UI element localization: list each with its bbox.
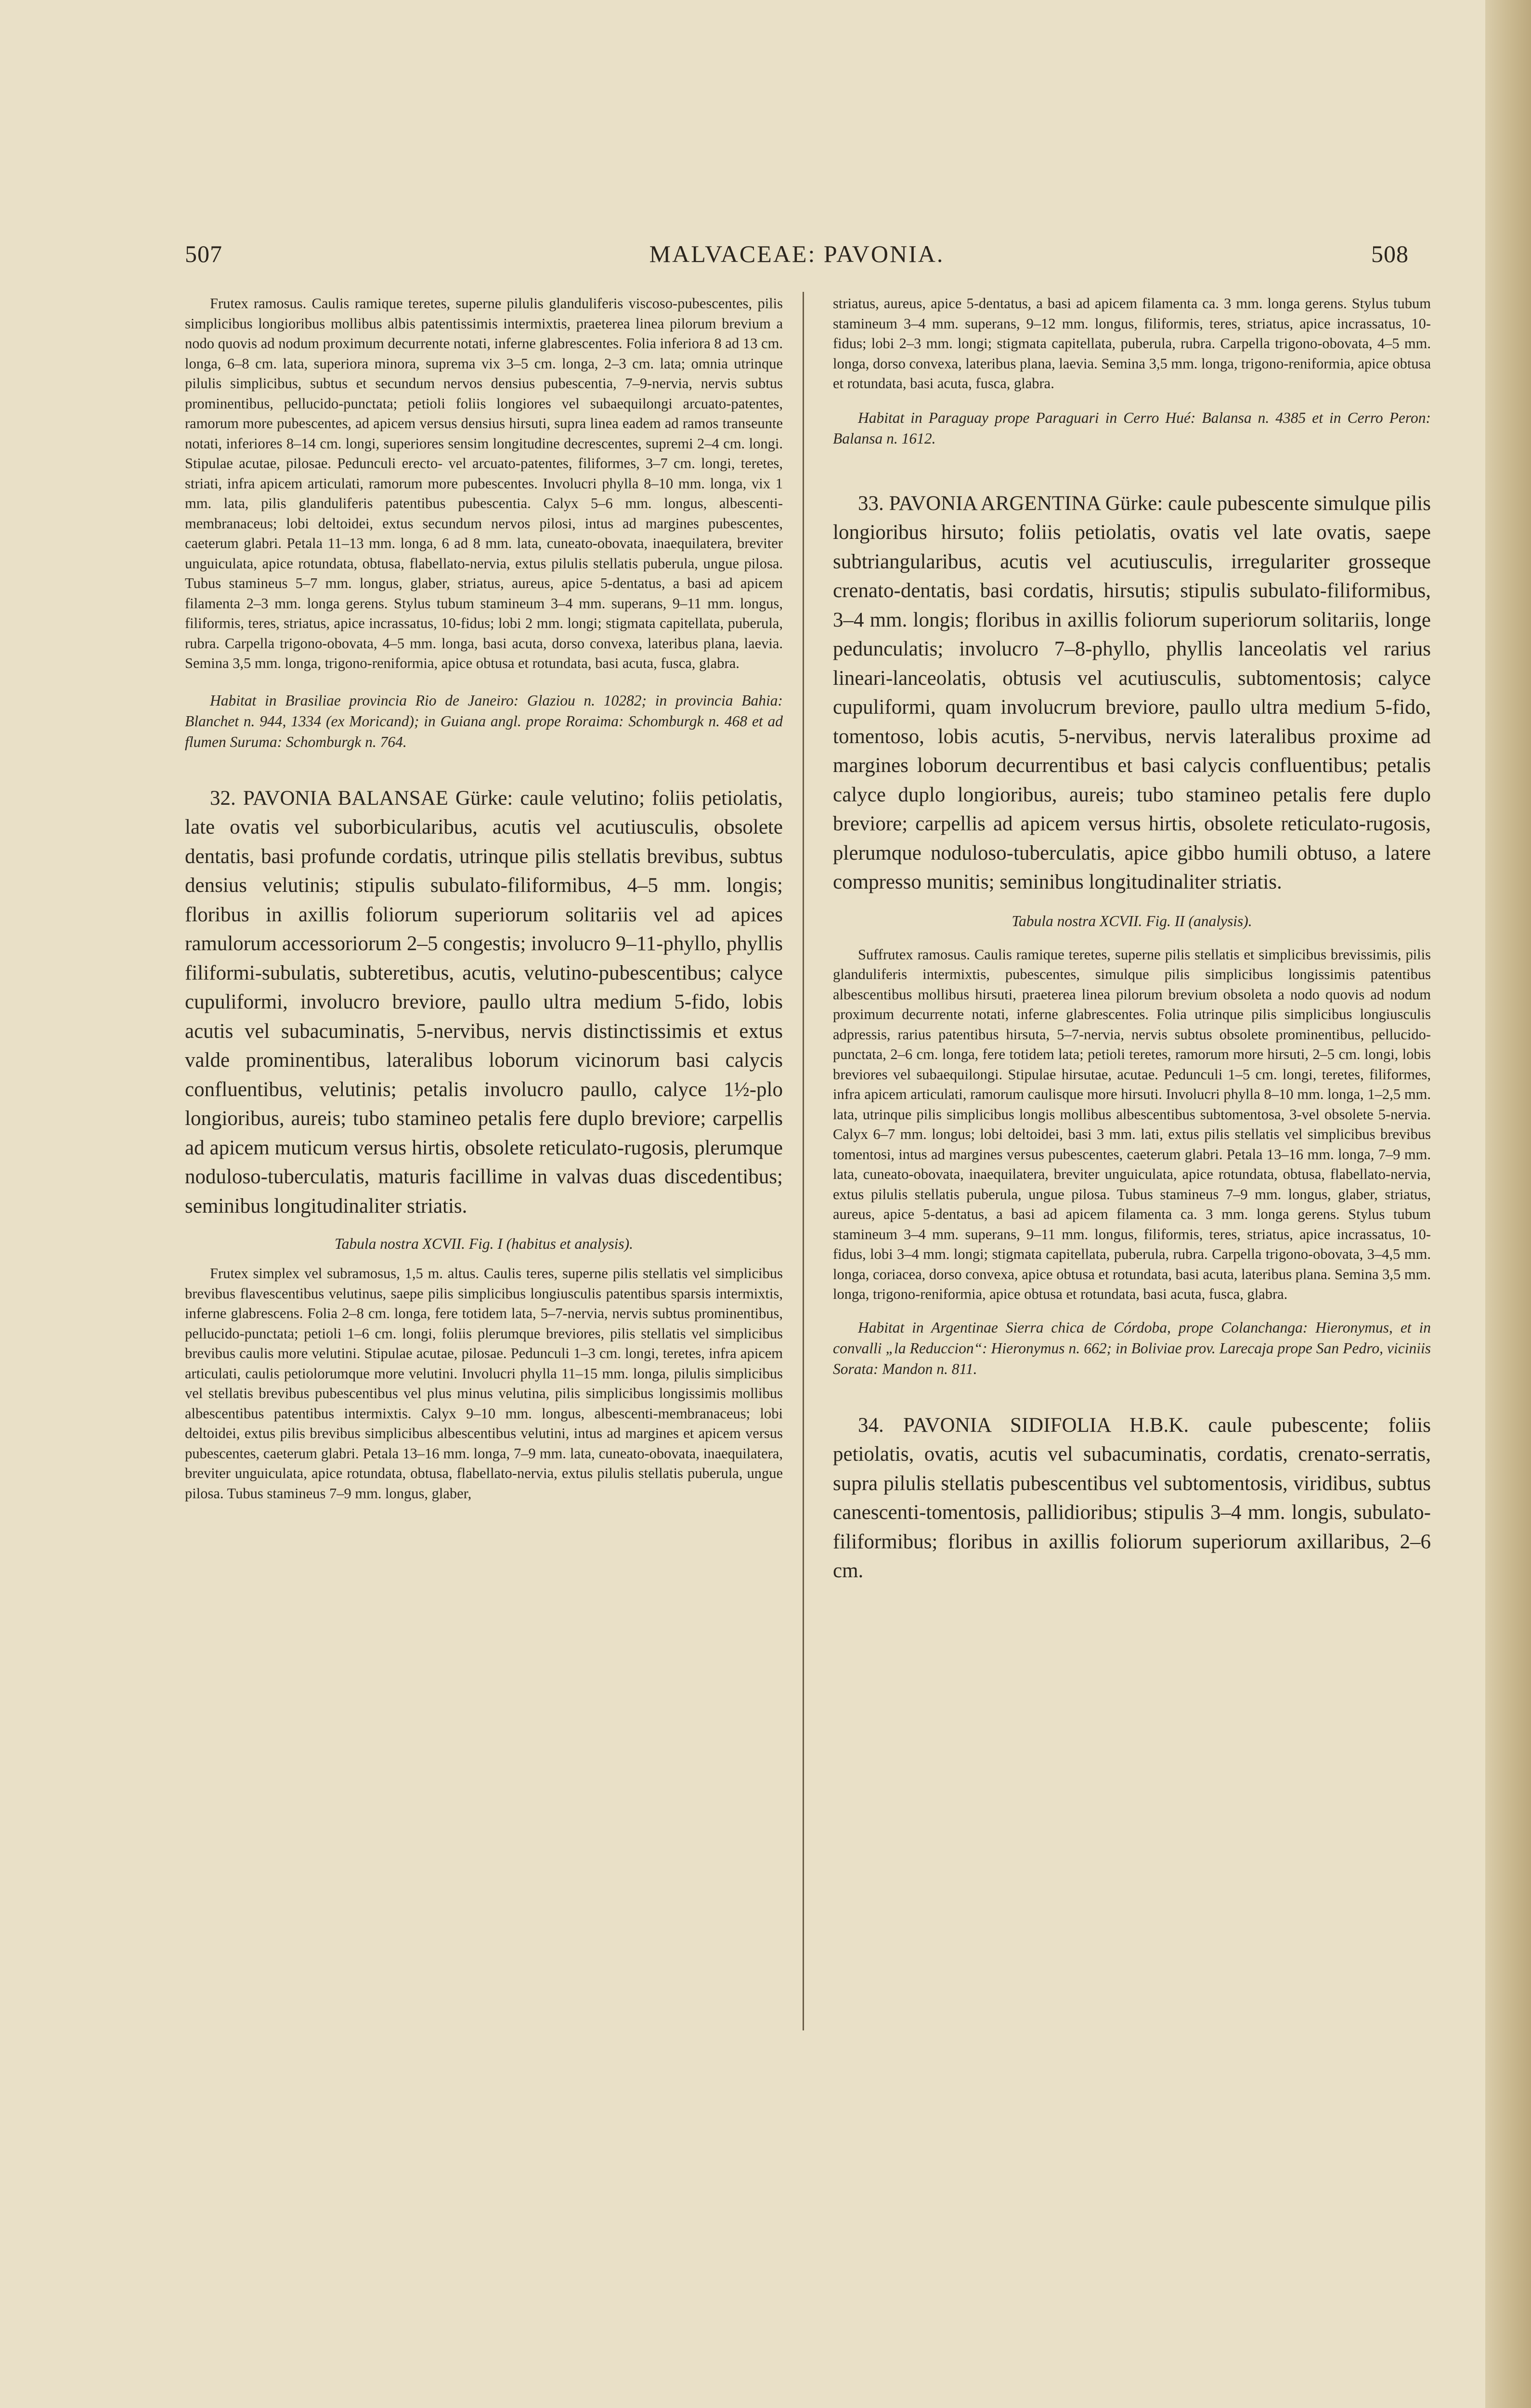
page-number-right: 508 xyxy=(1371,240,1409,267)
description-paragraph: Frutex simplex vel subramosus, 1,5 m. altus. Caulis teres, superne pilis stellatis vel simplicibus brevibus flavescentibus velutinus, saepe pilis simplicibus longiusculis patentibus sparsis intermixtis, inferne glabrescens. Folia 2–8 cm. longa, fere totidem lata, 5–7-nervia, nervis subtus prominentibus, pellucido-punctata; petioli 1–6 cm. longi, foliis plerumque breviores, pilis stellatis vel simplicibus brevibus caulis more velutini. Stipulae acutae, pilosae. Pedunculi 1–3 cm. longi, teretes, infra apicem articulati, caulis petiolorumque more velutini. Involucri phylla 11–15 mm. longa, pilulis simplicibus vel stellatis brevibus pubescentibus vel plus minus velutina, pilis simplicibus longissimis mollibus albescentibus patentibus intermixtis. Calyx 9–10 mm. longus, albescenti-membranaceus; lobi deltoidei, extus pilis brevibus simplicibus albescentibus velutini, intus ad margines et apicem versus pubescentes, caeterum glabri. Petala 13–16 mm. longa, 7–9 mm. lata, cuneato-obovata, inaequilatera, breviter unguiculata, apice rotundata, obtusa, flabellato-nervia, extus pilulis stellatis puberula, ungue pilosa. Tubus stamineus 7–9 mm. longus, glaber, xyxy=(185,1265,783,1502)
description-paragraph: striatus, aureus, apice 5-dentatus, a basi ad apicem filamenta ca. 3 mm. longa gerens. Stylus tubum stamineum 3–4 mm. superans, 9–12 mm. longus, filiformis, teres, striatus, apice incrassatus, 10-fidus; lobi 2–3 mm. longi; stigmata capitellata, puberula, rubra. Carpella trigono-obovata, 4–5 mm. longa, dorso convexa, lateribus plana, laevia. Semina 3,5 mm. longa, trigono-reniformia, apice obtusa et rotundata, basi acuta, fusca, glabra. xyxy=(833,295,1431,392)
plate-reference: Tabula nostra XCVII. Fig. I (habitus et analysis). xyxy=(334,1235,634,1252)
species-diagnosis: 34. PAVONIA SIDIFOLIA H.B.K. caule pubescente; foliis petiolatis, ovatis, acutis vel subacuminatis, cordatis, crenato-serratis, supra pilulis stellatis pubescentibus vel subtomentosis, viridibus, subtus canescenti-tomentosis, pallidioribus; stipulis 3–4 mm. longis, subulato-filiformibus; floribus in axillis foliorum superiorum axillaribus, 2–6 cm. xyxy=(833,1413,1431,1582)
left-column xyxy=(185,294,783,1504)
right-column xyxy=(833,294,1431,1586)
page-number-left: 507 xyxy=(185,240,222,267)
description-paragraph: Suffrutex ramosus. Caulis ramique teretes, superne pilis stellatis et simplicibus brevissimis, pilis glanduliferis intermixtis, pubescentes, simulque pilis simplicibus longissimis patentibus albescentibus mollibus hirsuti, praeterea linea pilorum brevium obsoleta a nodo quovis ad nodum proximum decurrente notati, inferne glabrescentes. Folia utrinque pilis simplicibus longiusculis adpressis, rarius patentibus hirsuta, 5–7-nervia, nervis subtus obsolete prominentibus, pellucido-punctata, 2–6 cm. longa, fere totidem lata; petioli teretes, ramorum more hirsuti, 2–5 cm. longi, lobis breviores vel subaequilongi. Stipulae hirsutae, acutae. Pedunculi 1–5 cm. longi, teretes, filiformes, infra apicem articulati, ramorum caulisque more hirsuti. Involucri phylla 8–10 mm. longa, 1–2,5 mm. lata, utrinque pilis simplicibus longis mollibus albescentibus subtomentosa, 3-vel obsolete 5-nervia. Calyx 6–7 mm. longus; lobi deltoidei, basi 3 mm. lati, extus pilis stellatis vel simplicibus brevibus tomentosi, intus ad margines versus pubescentes, caeterum glabri. Petala 13–16 mm. longa, 7–9 mm. lata, cuneato-obovata, inaequilatera, breviter unguiculata, apice rotundata, obtusa, flabellato-nervia, extus pilulis stellatis puberula, ungue pilosa. Tubus stamineus 7–9 mm. longus, glaber, striatus, aureus, apice 5-dentatus, a basi ad apicem filamenta ca. 3 mm. longa gerens. Stylus tubum stamineum 3–4 mm. superans, 9–11 mm. longus, filiformis, teres, striatus, apice incrassatus, 10-fidus, lobi 3–4 mm. longi; stigmata capitellata, puberula, rubra. Carpella trigono-obovata, 3–4,5 mm. longa, coriacea, dorso convexa, apice obtusa et rotundata, basi acuta, lateribus plana. Semina 3,5 mm. longa, trigono-reniformia, apice obtusa et rotundata, basi acuta, fusca, glabra. xyxy=(833,946,1431,1302)
species-diagnosis: 32. PAVONIA BALANSAE Gürke: caule velutino; foliis petiolatis, late ovatis vel suborbicularibus, acutis vel acutiusculis, obsolete dentatis, basi profunde cordatis, utrinque pilis stellatis brevibus, subtus densius velutinis; stipulis subulato-filiformibus, 4–5 mm. longis; floribus in axillis foliorum superiorum solitariis vel ad apices ramulorum accessoriorum 2–5 congestis; involucro 9–11-phyllo, phyllis filiformi-subulatis, subteretibus, acutis, velutino-pubescentibus; calyce cupuliformi, involucro breviore, paullo ultra medium 5-fido, lobis acutis vel subacuminatis, 5-nervibus, nervis distinctissimis et extus valde prominentibus, lateralibus loborum vicinorum basi calycis confluentibus, velutinis; petalis involucro paullo, calyce 1½-plo longioribus, aureis; tubo stamineo petalis fere duplo breviore; carpellis ad apicem muticum versus hirtis, obsolete reticulato-rugosis, plerumque noduloso-tuberculatis, maturis facillime in valvas duas discedentibus; seminibus longitudinaliter striatis. xyxy=(185,786,783,1217)
column-divider xyxy=(803,292,804,2030)
running-title: MALVACEAE: PAVONIA. xyxy=(649,240,945,267)
species-diagnosis: 33. PAVONIA ARGENTINA Gürke: caule pubescente simulque pilis longioribus hirsuto; foliis petiolatis, ovatis vel late ovatis, saepe subtriangularibus, acutis vel acutiusculis, irregulariter grosseque crenato-dentatis, basi cordatis, hirsutis; stipulis subulato-filiformibus, 3–4 mm. longis; floribus in axillis foliorum superiorum solitariis, longe pedunculatis; involucro 7–8-phyllo, phyllis lanceolatis vel rarius lineari-lanceolatis, obtusis vel acutiusculis, subtomentosis; calyce cupuliformi, quam involucrum breviore, paullo ultra medium 5-fido, tomentoso, lobis acutis, 5-nervibus, nervis lateralibus proxime ad margines loborum decurrentibus et basi calycis confluentibus; petalis calyce duplo longioribus, aureis; tubo stamineo petalis fere duplo breviore; carpellis ad apicem versus hirtis, obsolete reticulato-rugosis, plerumque noduloso-tuberculatis, apice gibbo humili obtuso, a latere compresso munitis; seminibus longitudinaliter striatis. xyxy=(833,492,1431,893)
habitat-paragraph: Habitat in Paraguay prope Paraguari in Cerro Hué: Balansa n. 4385 et in Cerro Peron: Balansa n. 1612. xyxy=(833,409,1431,447)
habitat-paragraph: Habitat in Argentinae Sierra chica de Córdoba, prope Colanchanga: Hieronymus, et in convalli „la Reduccion“: Hieronymus n. 662; in Boliviae prov. Larecaja prope San Pedro, viciniis Sorata: Mandon n. 811. xyxy=(833,1319,1431,1377)
description-paragraph: Frutex ramosus. Caulis ramique teretes, superne pilulis glanduliferis viscoso-pubescentes, pilis simplicibus longioribus mollibus albis patentissimis intermixtis, praeterea linea pilorum brevium a nodo quovis ad nodum proximum decurrente notati, inferne glabrescentes. Folia inferiora 8 ad 13 cm. longa, 6–8 cm. lata, superiora minora, suprema vix 3–5 cm. longa, 2–3 cm. lata; omnia utrinque pilulis simplicibus, subtus et secundum nervos densius pubescentia, 7–9-nervia, nervis subtus prominentibus, pellucido-punctata; petioli foliis longiores vel subaequilongi arcuato-patentes, ramorum more pubescentes, ad apicem versus densius hirsuti, supra linea eadem ad ramos transeunte notati, inferiores 8–14 cm. longi, superiores sensim longitudine decrescentes, supremi 2–4 cm. longi. Stipulae acutae, pilosae. Pedunculi erecto- vel arcuato-patentes, filiformes, 3–7 cm. longi, teretes, striati, infra apicem articulati, ramorum more pubescentes. Involucri phylla 8–10 mm. longa, vix 1 mm. lata, pilis glanduliferis patentibus pubescentia. Calyx 5–6 mm. longus, albescenti-membranaceus; lobi deltoidei, extus secundum nervos pilosi, intus ad margines pubescentes, caeterum glabri. Petala 11–13 mm. longa, 6 ad 8 mm. lata, cuneato-obovata, inaequilatera, breviter unguiculata, apice rotundata, obtusa, flabellato-nervia, extus pilulis stellatis puberula, ungue pilosa. Tubus stamineus 5–7 mm. longus, glaber, striatus, aureus, apice 5-dentatus, a basi ad apicem filamenta 2–3 mm. longa gerens. Stylus tubum stamineum 3–4 mm. superans, 9–11 mm. longus, filiformis, teres, striatus, apice incrassatus, 10-fidus; lobi 2 mm. longi; stigmata capitellata, puberula, rubra. Carpella trigono-obovata, 4–5 mm. longa, basi acuta, dorso convexa, lateribus plana, laevia. Semina 3,5 mm. longa, trigono-reniformia, apice obtusa et rotundata, basi acuta, fusca, glabra. xyxy=(185,295,783,671)
page-edge xyxy=(1485,0,1531,2408)
page-header xyxy=(185,240,1409,274)
habitat-paragraph: Habitat in Brasiliae provincia Rio de Janeiro: Glaziou n. 10282; in provincia Bahia: Blanchet n. 944, 1334 (ex Moricand); in Guiana angl. prope Roraima: Schomburgk n. 468 et ad flumen Suruma: Schomburgk n. 764. xyxy=(185,692,783,750)
plate-reference: Tabula nostra XCVII. Fig. II (analysis). xyxy=(1012,912,1252,929)
